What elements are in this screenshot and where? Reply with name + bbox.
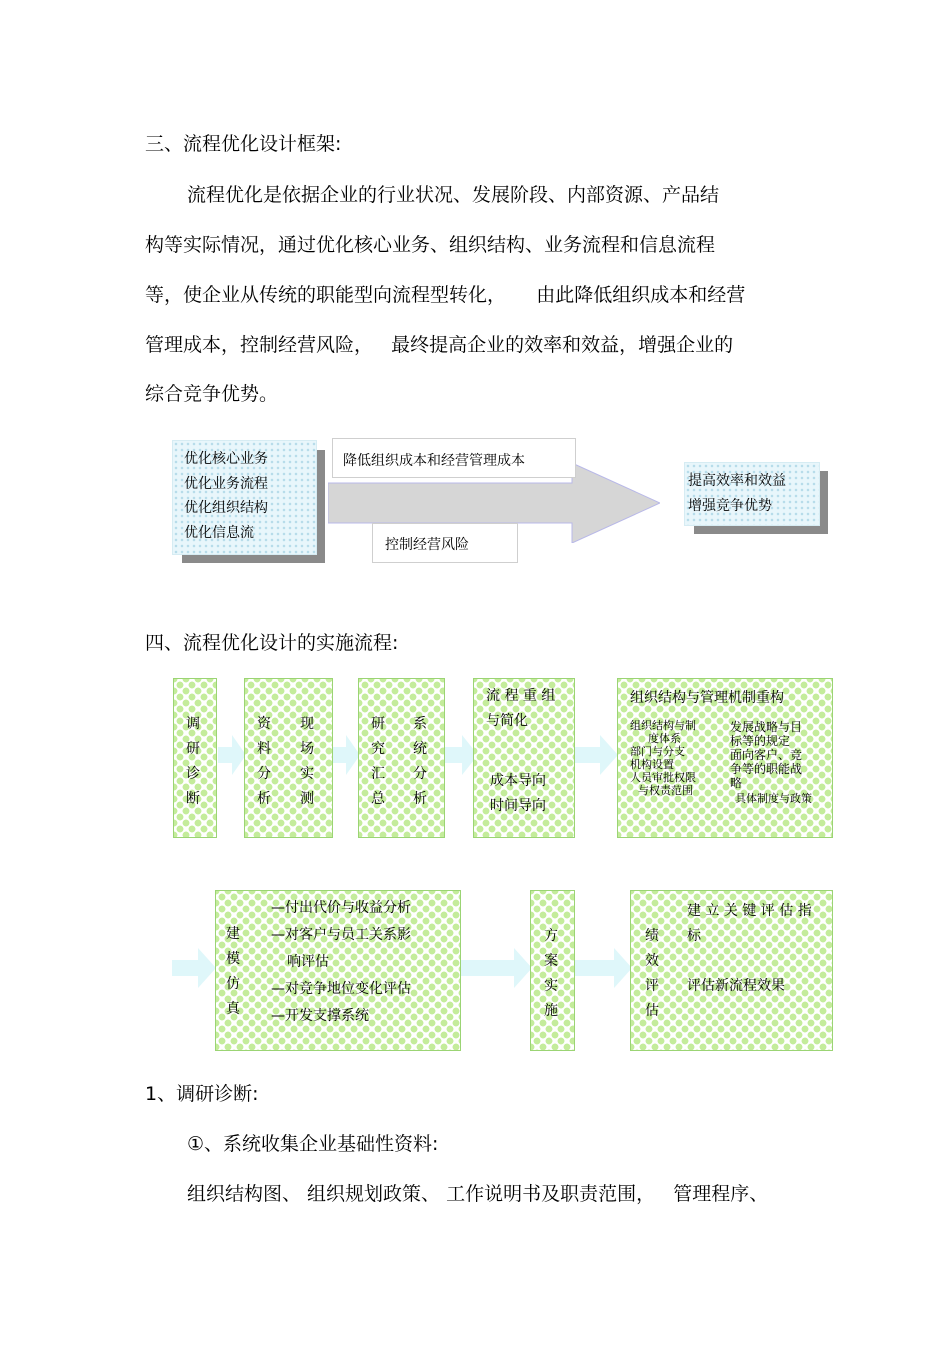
- bottom-box: [372, 523, 518, 563]
- step-item: 度体系: [648, 732, 681, 745]
- step-char: 效: [645, 953, 659, 969]
- paragraph-line: 综合竞争优势。: [145, 383, 279, 405]
- left-box-line: 优化组织结构: [184, 500, 268, 516]
- step-char: 调: [186, 716, 200, 732]
- step-char: 诊: [186, 766, 200, 782]
- step-item: —对客户与员工关系影: [271, 927, 411, 943]
- step-char: 场: [300, 741, 314, 757]
- flow-arrow-icon: [574, 948, 632, 988]
- step-char: 现: [300, 716, 314, 732]
- step-char: 资: [257, 716, 271, 732]
- step-item: 响评估: [287, 954, 329, 970]
- step-item: 与权责范围: [638, 784, 693, 797]
- process-row-1: [170, 675, 835, 840]
- step-item: —对竞争地位变化评估: [271, 981, 411, 997]
- step-item: 建 立 关 键 评 估 指: [687, 903, 812, 919]
- step-char: 研: [186, 741, 200, 757]
- step-char: 析: [257, 791, 271, 807]
- step-char: 测: [300, 791, 314, 807]
- step-item: —开发支撑系统: [271, 1008, 369, 1024]
- step-research-diagnosis: [173, 678, 217, 838]
- step-item: 部门与分支: [630, 745, 685, 758]
- step-char: 施: [544, 1003, 558, 1019]
- step-char: 真: [226, 1001, 240, 1017]
- step-char: 评: [645, 978, 659, 994]
- step-data-analysis: [244, 678, 333, 838]
- step-research-summary: [358, 678, 445, 838]
- left-box-line: 优化信息流: [184, 524, 254, 541]
- step-item: 时间导向: [490, 798, 546, 814]
- left-box-line: 优化核心业务: [184, 451, 268, 467]
- top-box: [332, 438, 576, 478]
- bottom-box-label: 控制经营风险: [385, 537, 469, 553]
- subsection-title: 1、调研诊断:: [145, 1083, 259, 1105]
- step-item: 机构设置: [630, 758, 674, 771]
- step-char: 模: [226, 951, 240, 967]
- flow-arrow-icon: [172, 948, 216, 988]
- paragraph-line: 等，使企业从传统的职能型向流程型转化， 由此降低组织成本和经营: [145, 284, 746, 306]
- step-item: 发展战略与目: [730, 720, 803, 734]
- section-title-4: 四、流程优化设计的实施流程:: [145, 632, 399, 654]
- subsection-item: ①、系统收集企业基础性资料:: [187, 1133, 439, 1155]
- step-char: 总: [371, 791, 385, 807]
- step-item: 略: [730, 776, 743, 790]
- flow-arrow-icon: [572, 735, 618, 775]
- framework-diagram: [170, 438, 835, 568]
- step-char: 汇: [371, 766, 385, 782]
- step-item: 成本导向: [490, 773, 546, 789]
- step-char: 析: [413, 791, 427, 807]
- left-box-line: 优化业务流程: [184, 475, 268, 492]
- step-item: 组织结构与制: [630, 719, 696, 732]
- step-item: 人员审批权限: [630, 771, 696, 784]
- step-char: 分: [257, 766, 271, 782]
- section-title-3: 三、流程优化设计框架:: [145, 133, 342, 155]
- step-char: 实: [300, 766, 314, 782]
- step-performance-evaluation: [630, 890, 833, 1051]
- step-char: 料: [257, 741, 271, 757]
- step-char: 估: [645, 1003, 659, 1019]
- left-box: [172, 440, 317, 555]
- step-modeling-simulation: [215, 890, 461, 1051]
- paragraph-line: 组织结构图、 组织规划政策、 工作说明书及职责范围， 管理程序、: [187, 1183, 769, 1205]
- step-item: 标: [687, 928, 701, 944]
- step-process-restructure: [473, 678, 575, 838]
- step-item: 争等的职能战: [730, 762, 803, 776]
- step-plan-implementation: [530, 890, 575, 1051]
- flow-arrow-icon: [218, 735, 246, 775]
- right-box-line: 提高效率和效益: [688, 473, 786, 489]
- step-char: 断: [186, 791, 200, 807]
- step-org-restructure: [617, 678, 833, 838]
- step-title: 组织结构与管理机制重构: [630, 690, 784, 706]
- right-box-line: 增强竞争优势: [688, 497, 772, 514]
- step-title-line: 流 程 重 组: [486, 688, 556, 704]
- flow-arrow-icon: [460, 948, 532, 988]
- flow-arrow-icon: [332, 735, 360, 775]
- step-item: 具体制度与政策: [735, 792, 812, 805]
- step-char: 分: [413, 766, 427, 782]
- paragraph-line: 流程优化是依据企业的行业状况、发展阶段、内部资源、产品结: [187, 184, 720, 206]
- step-item: —付出代价与收益分析: [271, 900, 411, 916]
- step-char: 仿: [226, 976, 240, 992]
- step-title-line: 与简化: [486, 713, 528, 729]
- paragraph-line: 构等实际情况，通过优化核心业务、组织结构、业务流程和信息流程: [145, 234, 716, 256]
- right-box: [684, 462, 820, 526]
- step-char: 方: [544, 928, 558, 944]
- step-char: 统: [413, 741, 427, 757]
- step-char: 研: [371, 716, 385, 732]
- step-char: 绩: [645, 928, 659, 944]
- step-char: 案: [544, 953, 558, 969]
- step-char: 实: [544, 978, 558, 994]
- step-item: 评估新流程效果: [687, 978, 785, 994]
- step-item: 标等的规定: [730, 734, 791, 748]
- step-item: 面向客户、竞: [730, 748, 803, 762]
- step-char: 建: [226, 926, 240, 942]
- paragraph-line: 管理成本，控制经营风险， 最终提高企业的效率和效益，增强企业的: [145, 334, 734, 356]
- step-char: 究: [371, 741, 385, 757]
- top-box-label: 降低组织成本和经营管理成本: [343, 453, 525, 469]
- step-char: 系: [413, 716, 427, 732]
- process-row-2: [170, 888, 835, 1053]
